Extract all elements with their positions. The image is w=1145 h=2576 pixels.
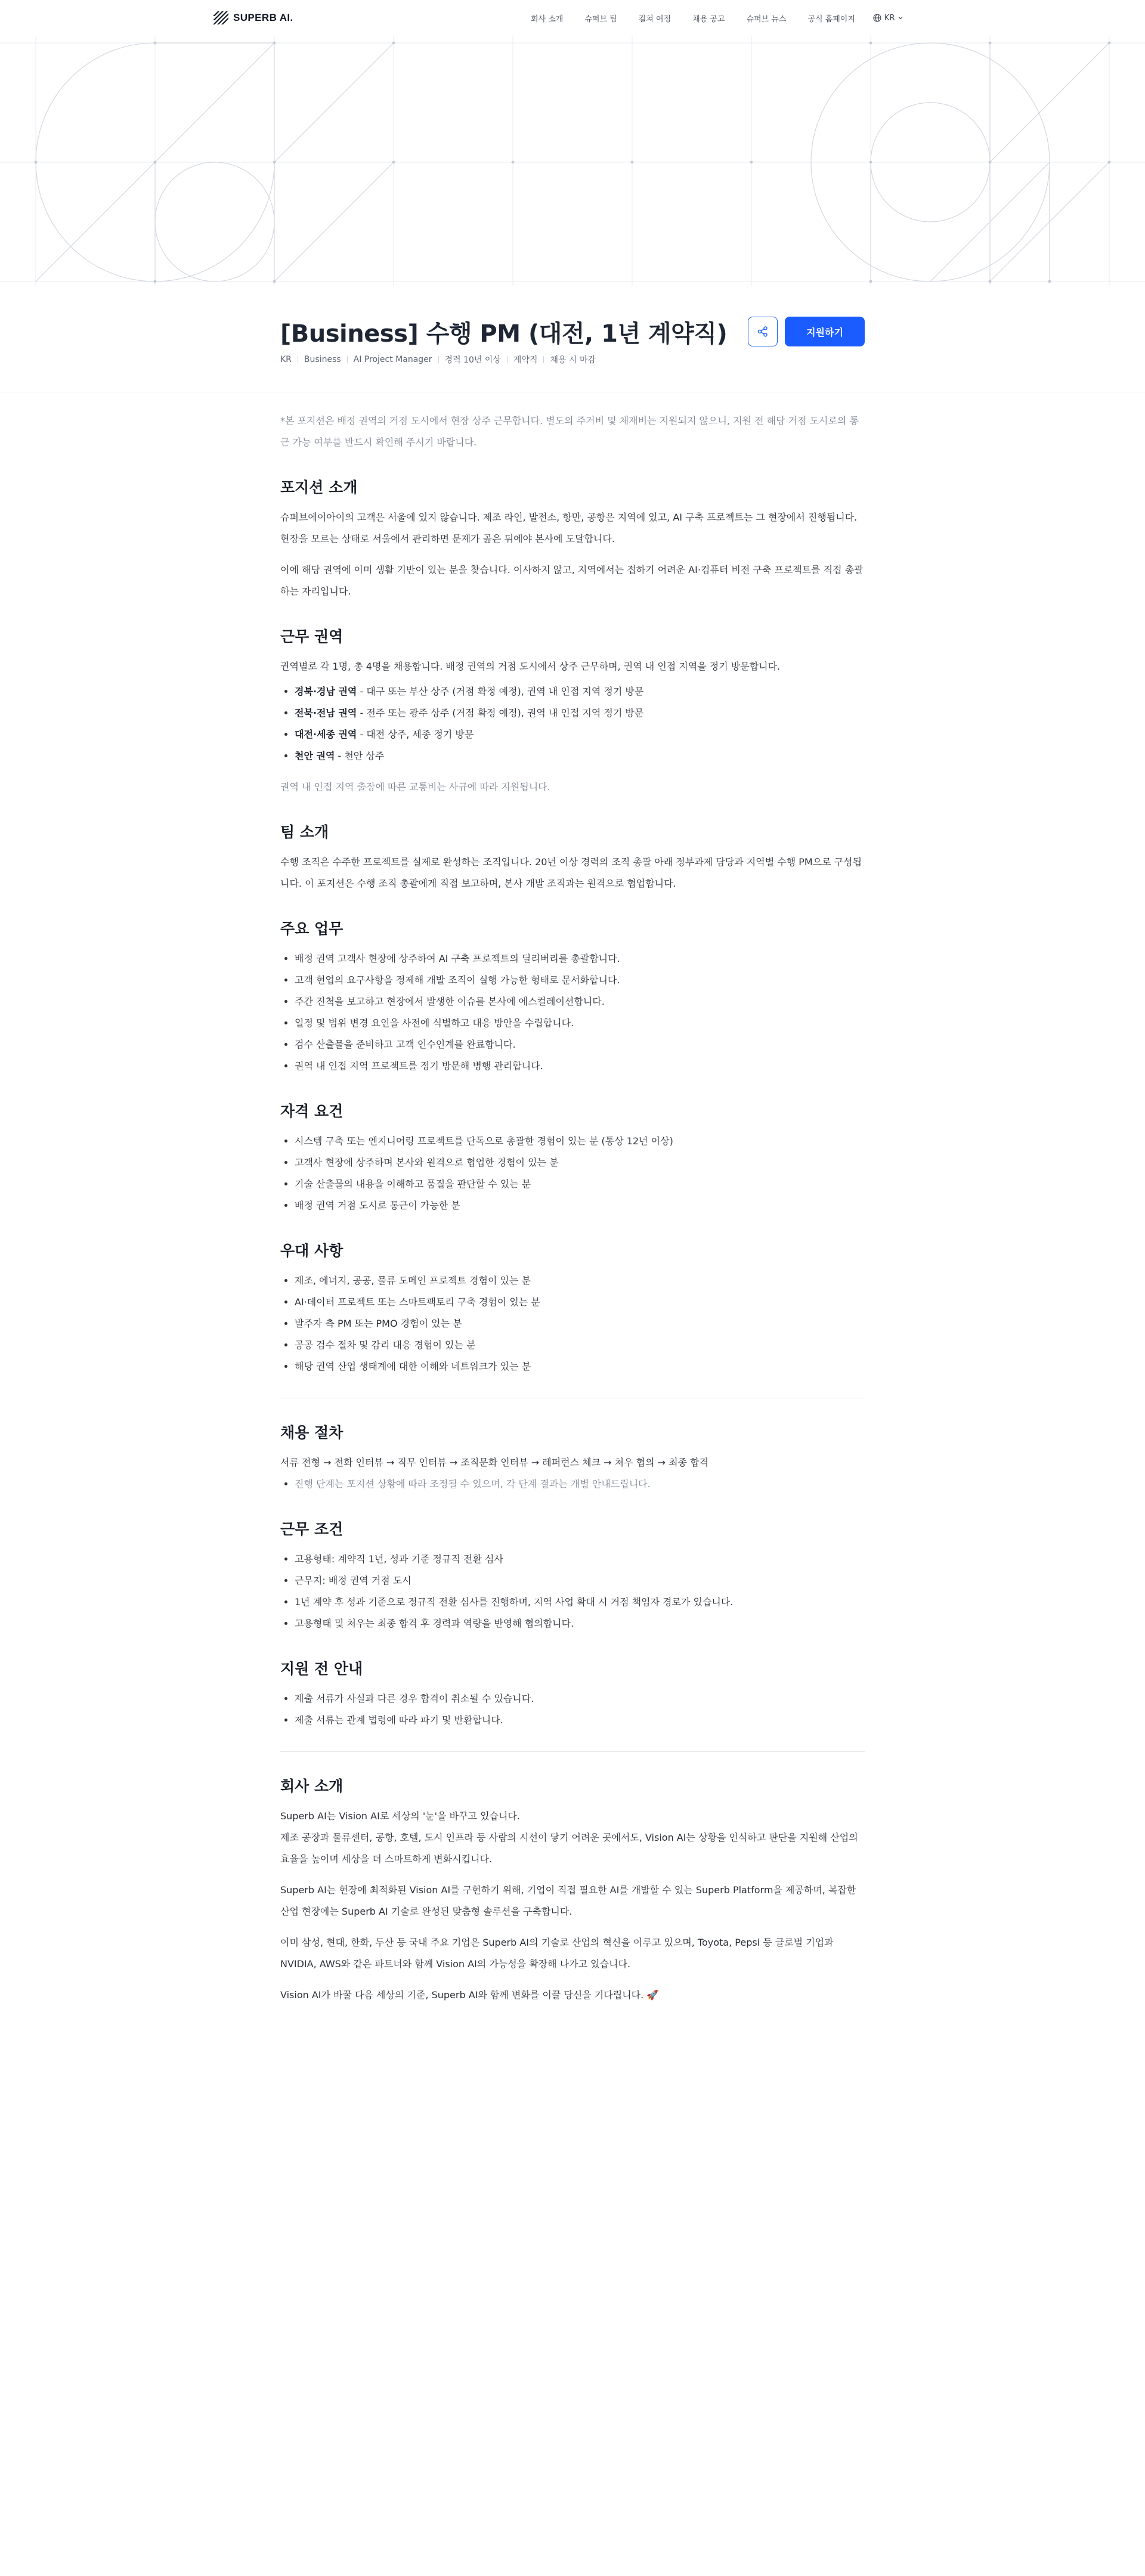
- language-selector[interactable]: [873, 14, 904, 23]
- paragraph: Superb AI는 현장에 최적화된 Vision AI를 구현하기 위해, 기업이 직접 필요한 AI를 개발할 수 있는 Superb Platform을 제공하며, 복잡한 산업 현장에는 Superb AI 기술로 완성된 맞춤형 솔루션을 구축합니다.: [280, 1884, 856, 1917]
- tag-separator: [543, 356, 544, 363]
- list-item: [295, 702, 865, 724]
- region-desc: - 대구 또는 부산 상주 (거점 확정 예정), 권역 내 인접 지역 정기 방문: [357, 686, 644, 697]
- paragraph: 이에 해당 권역에 이미 생활 기반이 있는 분을 찾습니다. 이사하지 않고, 지역에서는 접하기 어려운 AI·컴퓨터 비전 구축 프로젝트를 직접 총괄하는 자리입니다.: [280, 564, 864, 597]
- list-item: • 해당 권역 산업 생태계에 대한 이해와 네트워크가 있는 분: [295, 1356, 865, 1377]
- paragraph: 슈퍼브에이아이의 고객은 서울에 있지 않습니다. 제조 라인, 발전소, 항만, 공항은 지역에 있고, AI 구축 프로젝트는 그 현장에서 진행됩니다. 현장을 모르는 상태로 서울에서 관리하면 문제가 곪은 뒤에야 본사에 도달합니다.: [280, 512, 858, 544]
- section-requirements: [280, 1101, 865, 1216]
- tag-separator: [347, 356, 348, 363]
- tag-deadline: 채용 시 마감: [550, 355, 596, 365]
- job-tags: [280, 354, 596, 366]
- region-desc: - 전주 또는 광주 상주 (거점 확정 예정), 권역 내 인접 지역 정기 방문: [357, 707, 644, 719]
- tag-role: AI Project Manager: [353, 355, 432, 364]
- paragraph: Superb AI는 Vision AI로 세상의 '눈'을 바꾸고 있습니다.: [280, 1810, 520, 1822]
- paragraph: 제조 공장과 물류센터, 공항, 호텔, 도시 인프라 등 사람의 시선이 닿기 어려운 곳에서도, Vision AI는 상황을 인식하고 판단을 지원해 산업의 효율을 높이며 세상을 더 스마트하게 변화시킵니다.: [280, 1832, 858, 1865]
- list-item: • 발주자 측 PM 또는 PMO 경험이 있는 분: [295, 1313, 865, 1335]
- share-icon: [757, 326, 769, 338]
- list-item: • 고객 현업의 요구사항을 정제해 개발 조직이 실행 가능한 형태로 문서화합니다.: [295, 970, 865, 991]
- share-button[interactable]: [748, 317, 778, 346]
- section-heading: 팀 소개: [280, 823, 329, 841]
- list-item: • 기술 산출물의 내용을 이해하고 품질을 판단할 수 있는 분: [295, 1174, 865, 1195]
- nav-item-jobs[interactable]: 채용 공고: [692, 14, 725, 24]
- section-heading: 채용 절차: [280, 1424, 344, 1441]
- list-item: • 주간 진척을 보고하고 현장에서 발생한 이슈를 본사에 에스컬레이션합니다.: [295, 991, 865, 1013]
- list-item: • 권역 내 인접 지역 프로젝트를 정기 방문해 병행 관리합니다.: [295, 1055, 865, 1077]
- nav-item-team[interactable]: 슈퍼브 팀: [584, 14, 617, 24]
- section-team: [280, 822, 865, 894]
- divider: [280, 1751, 865, 1752]
- paragraph: 이미 삼성, 현대, 한화, 두산 등 국내 주요 기업은 Superb AI의 기술로 산업의 혁신을 이루고 있으며, Toyota, Pepsi 등 글로벌 기업과 NVIDIA, AWS와 같은 파트너와 함께 Vision AI의 가능성을 확장해 나가고 있습니다.: [280, 1937, 834, 1970]
- conditions-list: [280, 1549, 865, 1634]
- region-name: 전북·전남 권역: [295, 707, 357, 719]
- tag-separator: [438, 356, 439, 363]
- section-heading: 자격 요건: [280, 1103, 344, 1120]
- job-title: [Business] 수행 PM (대전, 1년 계약직): [280, 320, 728, 348]
- list-item: • 진행 단계는 포지션 상황에 따라 조정될 수 있으며, 각 단계 결과는 개별 안내드립니다.: [295, 1473, 865, 1495]
- logo-mark-icon: [213, 11, 228, 24]
- requirements-list: [280, 1131, 865, 1216]
- region-name: 천안 권역: [295, 750, 335, 761]
- language-label: KR: [884, 13, 895, 23]
- list-item: • 제조, 에너지, 공공, 물류 도메인 프로젝트 경험이 있는 분: [295, 1270, 865, 1292]
- section-company: [280, 1776, 865, 2006]
- tag-experience: 경력 10년 이상: [444, 355, 501, 365]
- intro-note: *본 포지션은 배정 권역의 거점 도시에서 현장 상주 근무합니다. 별도의 주거비 및 체재비는 지원되지 않으니, 지원 전 해당 거점 도시로의 통근 가능 여부를 반드시 확인해 주시기 바랍니다.: [280, 415, 859, 448]
- nav-item-culture[interactable]: 컬쳐 여정: [638, 14, 671, 24]
- section-region: [280, 626, 865, 798]
- section-process: [280, 1422, 865, 1495]
- apply-button[interactable]: 지원하기: [785, 317, 865, 346]
- tag-employment-type: 계약직: [513, 355, 538, 365]
- preferred-list: [280, 1270, 865, 1377]
- hero-geometric-illustration: [0, 36, 1145, 286]
- list-item: • 1년 계약 후 성과 기준으로 정규직 전환 심사를 진행하며, 지역 사업 확대 시 거점 책임자 경로가 있습니다.: [295, 1592, 865, 1613]
- section-heading: 회사 소개: [280, 1778, 344, 1795]
- list-item: • 근무지: 배정 권역 거점 도시: [295, 1570, 865, 1592]
- nav-item-news[interactable]: 슈퍼브 뉴스: [746, 14, 787, 24]
- region-name: 경북·경남 권역: [295, 686, 357, 697]
- tag-country: KR: [280, 355, 292, 364]
- section-heading: 포지션 소개: [280, 479, 358, 496]
- main-menu: [531, 0, 903, 36]
- section-position: [280, 477, 865, 602]
- region-desc: - 천안 상주: [335, 750, 385, 761]
- section-heading: 우대 사항: [280, 1242, 344, 1259]
- list-item: [295, 681, 865, 702]
- section-heading: 근무 권역: [280, 628, 344, 645]
- paragraph: Vision AI가 바꿀 다음 세상의 기준, Superb AI와 함께 변화를 이끌 당신을 기다립니다. 🚀: [280, 1989, 659, 2001]
- chevron-down-icon: [898, 15, 903, 21]
- list-item: • 고용형태 및 처우는 최종 합격 후 경력과 역량을 반영해 협의합니다.: [295, 1613, 865, 1634]
- region-list: [280, 681, 865, 767]
- process-flow: 서류 전형 → 전화 인터뷰 → 직무 인터뷰 → 조직문화 인터뷰 → 레퍼런스 체크 → 처우 협의 → 최종 합격: [280, 1457, 709, 1468]
- list-item: • 배정 권역 거점 도시로 통근이 가능한 분: [295, 1195, 865, 1216]
- list-item: • 제출 서류는 관계 법령에 따라 파기 및 반환합니다.: [295, 1710, 865, 1731]
- list-item: • 고용형태: 계약직 1년, 성과 기준 정규직 전환 심사: [295, 1549, 865, 1570]
- section-conditions: [280, 1519, 865, 1634]
- nav-item-homepage[interactable]: 공식 홈페이지: [807, 14, 855, 24]
- job-description: [280, 410, 865, 2006]
- region-note: 권역 내 인접 지역 출장에 따른 교통비는 사규에 따라 지원됩니다.: [280, 781, 550, 792]
- hero-pattern: [0, 36, 1145, 286]
- nav-item-company[interactable]: 회사 소개: [531, 14, 564, 24]
- paragraph: 권역별로 각 1명, 총 4명을 채용합니다. 배정 권역의 거점 도시에서 상주 근무하며, 권역 내 인접 지역을 정기 방문합니다.: [280, 661, 781, 672]
- paragraph: 수행 조직은 수주한 프로젝트를 실제로 완성하는 조직입니다. 20년 이상 경력의 조직 총괄 아래 정부과제 담당과 지역별 수행 PM으로 구성됩니다. 이 포지션은 수행 조직 총괄에게 직접 보고하며, 본사 개발 조직과는 원격으로 협업합니다.: [280, 856, 862, 889]
- before-apply-list: [280, 1688, 865, 1731]
- list-item: • 배정 권역 고객사 현장에 상주하여 AI 구축 프로젝트의 딜리버리를 총괄합니다.: [295, 948, 865, 970]
- section-heading: 주요 업무: [280, 920, 344, 937]
- section-duties: [280, 918, 865, 1077]
- list-item: • AI·데이터 프로젝트 또는 스마트팩토리 구축 경험이 있는 분: [295, 1292, 865, 1313]
- list-item: • 고객사 현장에 상주하며 본사와 원격으로 협업한 경험이 있는 분: [295, 1152, 865, 1174]
- list-item: • 제출 서류가 사실과 다른 경우 합격이 취소될 수 있습니다.: [295, 1688, 865, 1710]
- region-desc: - 대전 상주, 세종 정기 방문: [357, 729, 474, 740]
- tag-department: Business: [304, 355, 341, 364]
- duties-list: [280, 948, 865, 1077]
- list-item: • 공공 검수 절차 및 감리 대응 경험이 있는 분: [295, 1335, 865, 1356]
- region-name: 대전·세종 권역: [295, 729, 357, 740]
- logo-text: SUPERB AI.: [233, 12, 293, 23]
- section-heading: 지원 전 안내: [280, 1660, 363, 1677]
- job-header: [0, 286, 1145, 392]
- section-heading: 근무 조건: [280, 1521, 344, 1538]
- top-nav: [0, 0, 1145, 36]
- section-before-apply: [280, 1658, 865, 1731]
- globe-icon: [873, 14, 881, 22]
- list-item: • 검수 산출물을 준비하고 고객 인수인계를 완료합니다.: [295, 1034, 865, 1055]
- list-item: [295, 724, 865, 745]
- list-item: [295, 745, 865, 767]
- list-item: • 시스템 구축 또는 엔지니어링 프로젝트를 단독으로 총괄한 경험이 있는 분 (통상 12년 이상): [295, 1131, 865, 1152]
- process-notes: [280, 1473, 865, 1495]
- logo[interactable]: [213, 8, 293, 27]
- section-preferred: [280, 1240, 865, 1377]
- list-item: • 일정 및 범위 변경 요인을 사전에 식별하고 대응 방안을 수립합니다.: [295, 1013, 865, 1034]
